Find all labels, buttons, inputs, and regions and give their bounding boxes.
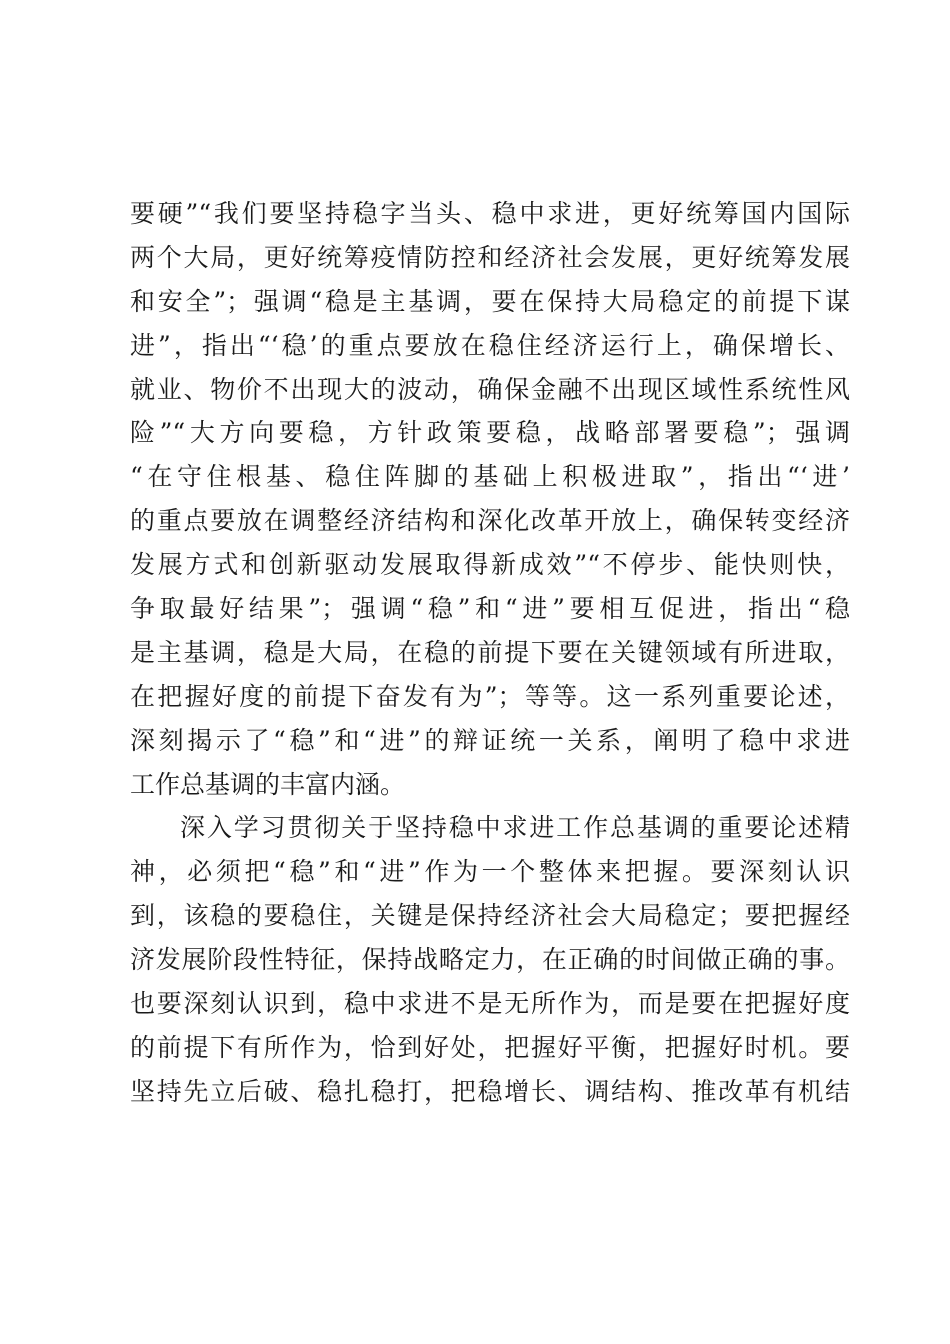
text-line: 是主基调，稳是大局，在稳的前提下要在关键领域有所进取， [130, 637, 850, 667]
text-line: 神，必须把“稳”和“进”作为一个整体来把握。要深刻认识 [130, 857, 850, 887]
text-line-first: 深入学习贯彻关于坚持稳中求进工作总基调的重要论述精 [180, 813, 850, 843]
text-line: 的前提下有所作为，恰到好处，把握好平衡，把握好时机。要 [130, 1032, 850, 1062]
text-line-last: 工作总基调的丰富内涵。 [130, 769, 406, 799]
text-line: 的重点要放在调整经济结构和深化改革开放上，确保转变经济 [130, 506, 850, 536]
text-line: 险”“大方向要稳，方针政策要稳，战略部署要稳”；强调 [130, 418, 850, 448]
text-line: 进”，指出“‘稳’的重点要放在稳住经济运行上，确保增长、 [130, 330, 850, 360]
paragraph-1 [130, 192, 850, 806]
text-line: 坚持先立后破、稳扎稳打，把稳增长、调结构、推改革有机结 [130, 1076, 850, 1106]
text-line: 济发展阶段性特征，保持战略定力，在正确的时间做正确的事。 [130, 945, 850, 975]
text-line: 到，该稳的要稳住，关键是保持经济社会大局稳定；要把握经 [130, 901, 850, 931]
text-line: 在把握好度的前提下奋发有为”；等等。这一系列重要论述， [130, 681, 850, 711]
paragraph-2 [130, 806, 850, 1113]
text-line: 和安全”；强调“稳是主基调，要在保持大局稳定的前提下谋 [130, 286, 850, 316]
text-line: 发展方式和创新驱动发展取得新成效”“不停步、能快则快， [130, 550, 850, 580]
text-line: “在守住根基、稳住阵脚的基础上积极进取”，指出“‘进’ [130, 462, 850, 492]
text-line: 争取最好结果”；强调“稳”和“进”要相互促进，指出“稳 [130, 594, 850, 624]
text-line: 就业、物价不出现大的波动，确保金融不出现区域性系统性风 [130, 374, 850, 404]
text-line: 也要深刻认识到，稳中求进不是无所作为，而是要在把握好度 [130, 989, 850, 1019]
text-line: 深刻揭示了“稳”和“进”的辩证统一关系，阐明了稳中求进 [130, 725, 850, 755]
text-line: 两个大局，更好统筹疫情防控和经济社会发展，更好统筹发展 [130, 242, 850, 272]
body-text [130, 192, 850, 1114]
text-line: 要硬”“我们要坚持稳字当头、稳中求进，更好统筹国内国际 [130, 199, 850, 228]
